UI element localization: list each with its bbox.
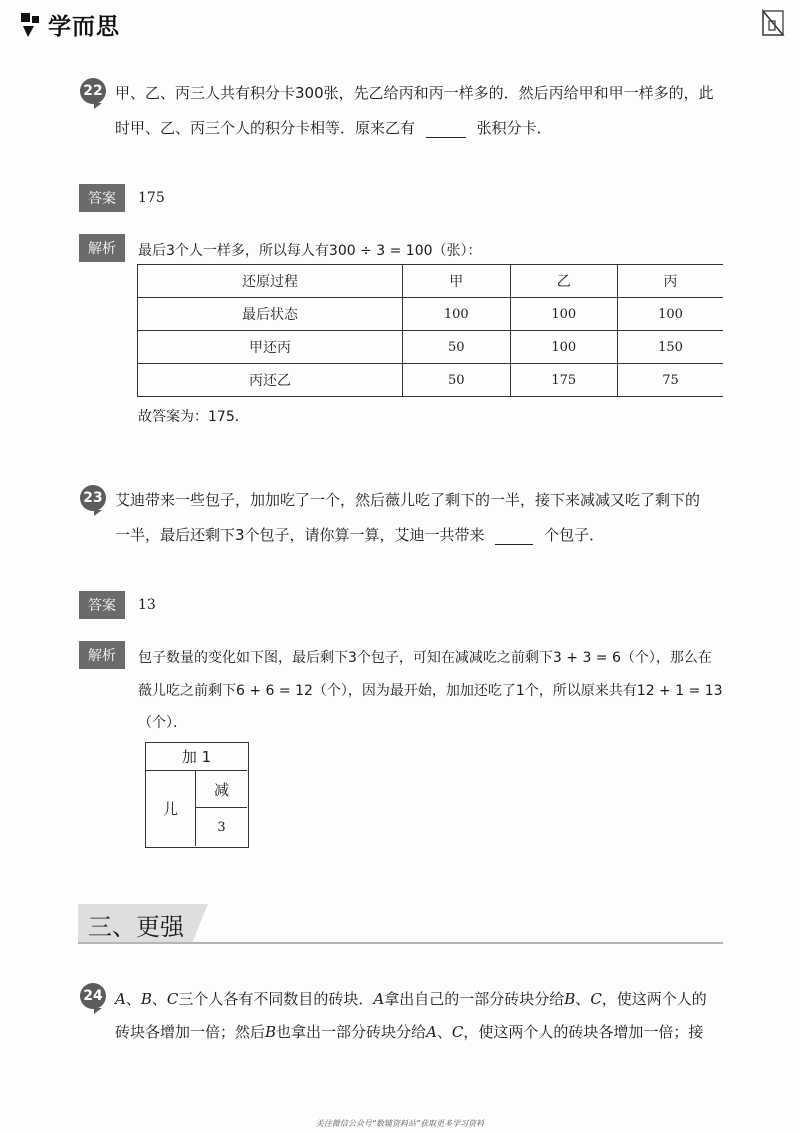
question-text-line	[115, 988, 707, 1009]
table-cell: 100	[618, 298, 723, 331]
bun-diagram	[145, 742, 249, 848]
question-number-badge: 24	[80, 983, 106, 1009]
variable-b: B	[564, 990, 576, 1008]
table-row	[138, 331, 724, 364]
diagram-left-cell: 儿	[146, 771, 196, 846]
question-text: 个包子．	[544, 526, 605, 544]
question-text: 拿出自己的一部分砖块分给	[384, 990, 565, 1008]
analysis-tag: 解析	[79, 641, 125, 669]
separator: 、	[436, 1023, 452, 1041]
question-text-line	[115, 524, 604, 545]
separator: 、	[575, 990, 591, 1008]
table-header-cell: 丙	[618, 265, 723, 298]
answer-blank	[426, 119, 466, 138]
variable-a: A	[115, 990, 126, 1008]
diagram-right-top-cell: 减	[196, 771, 247, 808]
question-text: 张积分卡．	[476, 119, 552, 137]
table-header-row	[138, 265, 724, 298]
corner-emblem-icon	[760, 8, 786, 38]
answer-tag: 答案	[79, 591, 125, 619]
variable-c: C	[451, 1023, 464, 1041]
footer-note: 关注微信公众号“数辅资料站”获取更多学习资料	[315, 1119, 485, 1128]
table-cell: 150	[618, 331, 723, 364]
analysis-text: 最后3个人一样多，所以每人有300 ÷ 3 = 100（张）：	[138, 243, 482, 259]
table-cell: 175	[510, 364, 618, 397]
table-header-cell: 乙	[510, 265, 618, 298]
table-cell: 100	[510, 298, 618, 331]
answer-value: 175	[138, 190, 165, 206]
table-header-cell: 甲	[403, 265, 511, 298]
question-text: 三个人各有不同数目的砖块．	[178, 990, 374, 1008]
question-text-line	[115, 117, 552, 138]
variable-b: B	[140, 990, 152, 1008]
restore-process-table	[137, 264, 723, 397]
diagram-right-bottom-cell: 3	[217, 819, 226, 835]
table-cell: 50	[403, 331, 511, 364]
logo-mark-icon	[20, 12, 44, 38]
brand-logo	[20, 8, 120, 41]
table-cell: 100	[510, 331, 618, 364]
question-text-line	[115, 1021, 703, 1042]
question-number-badge: 23	[80, 485, 106, 511]
analysis-text: 包子数量的变化如下图，最后剩下3个包子，可知在减减吃之前剩下3 + 3 = 6（个），那么在	[138, 650, 712, 666]
question-text-line: 甲、乙、丙三人共有积分卡300张，先乙给丙和丙一样多的．然后丙给甲和甲一样多的，此	[115, 84, 714, 102]
question-number-badge: 22	[80, 78, 106, 104]
table-cell: 最后状态	[138, 298, 403, 331]
table-cell: 100	[403, 298, 511, 331]
question-text-line: 艾迪带来一些包子，加加吃了一个，然后薇儿吃了剩下的一半，接下来减减又吃了剩下的	[115, 491, 701, 509]
variable-a: A	[373, 990, 385, 1008]
logo-text: 学而思	[48, 14, 120, 40]
section-title: 三、更强	[88, 913, 184, 941]
variable-c: C	[590, 990, 602, 1008]
diagram-top-cell: 加 1	[146, 743, 247, 771]
conclusion-text: 故答案为：175．	[138, 409, 249, 425]
separator: 、	[125, 990, 141, 1008]
question-text: 一半，最后还剩下3个包子，请你算一算，艾迪一共带来	[115, 526, 485, 544]
question-text: ，使这两个人的	[601, 990, 707, 1008]
question-text: ，使这两个人的砖块各增加一倍；接	[463, 1023, 704, 1041]
table-row	[138, 364, 724, 397]
table-cell: 75	[618, 364, 723, 397]
table-cell: 甲还丙	[138, 331, 403, 364]
analysis-tag: 解析	[79, 234, 125, 262]
question-text: 砖块各增加一倍；然后	[115, 1023, 266, 1041]
question-text: 也拿出一部分砖块分给	[276, 1023, 427, 1041]
answer-tag: 答案	[79, 184, 125, 212]
analysis-text: 薇儿吃之前剩下6 + 6 = 12（个），因为最开始，加加还吃了1个，所以原来共有12 + 1 = 13	[138, 683, 723, 699]
table-header-cell: 还原过程	[138, 265, 403, 298]
section-divider	[78, 942, 723, 944]
variable-a: A	[426, 1023, 437, 1041]
table-cell: 丙还乙	[138, 364, 403, 397]
variable-c: C	[166, 990, 179, 1008]
question-text: 时甲、乙、丙三个人的积分卡相等．原来乙有	[115, 119, 416, 137]
separator: 、	[151, 990, 167, 1008]
answer-blank	[495, 526, 533, 545]
answer-value: 13	[138, 597, 156, 613]
section-header	[78, 904, 723, 942]
table-cell: 50	[403, 364, 511, 397]
variable-b: B	[265, 1023, 277, 1041]
analysis-text: （个）．	[138, 715, 187, 731]
table-row	[138, 298, 724, 331]
